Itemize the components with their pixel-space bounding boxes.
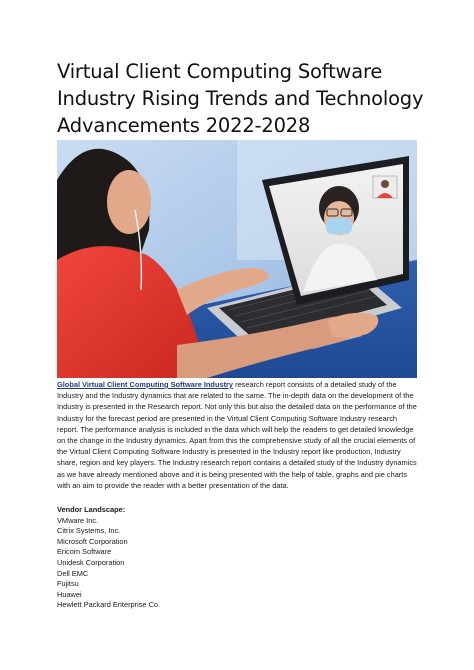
vendor-list [57,516,417,611]
vendor-item: Fujitsu [57,579,79,589]
document-title [57,58,424,139]
vendor-item: Huawei [57,589,82,599]
report-link[interactable]: Global Virtual Client Computing Software Industry [57,380,234,389]
vendor-heading: Vendor Landscape: [57,505,126,514]
vendor-item: Citrix Systems, Inc. [57,526,121,536]
video-call-photo [57,140,417,378]
vendor-item: Microsoft Corporation [57,536,128,546]
intro-paragraph [57,379,419,491]
vendor-item: VMware Inc. [57,515,99,525]
vendor-landscape [57,505,417,611]
title-line-2: Industry Rising Trends and Technology [57,87,424,110]
vendor-item: Ericom Software [57,547,112,557]
intro-paragraph-text: research report consists of a detailed study of the Industry and the Industry dynamics that are related to the same. The in-depth data on the development of the Industry is presented in the Research report. Not only this but also the detailed data on the performance of the Industry for the forecast period are presented in the Virtual Client Computing Software Industry research report. The performance analysis is included in the data which will help the readers to get detailed knowledge on the change in the Industry dynamics. Apart from this the comprehensive study of all the crucial elements of the Virtual Client Computing Software Industry is presented in the Industry report like production, Industry share, region and key players. The Industry research report contains a detailed study of the Industry dynamics as we have already mentioned above and it is being presented with the help of table, graphs and pie charts with an aim to provide the reader with a better presentation of the data. [57,380,417,490]
title-line-1: Virtual Client Computing Software [57,60,383,83]
title-line-3: Advancements 2022-2028 [57,114,311,137]
vendor-item: Unidesk Corporation [57,557,125,567]
vendor-item: Hewlett Packard Enterprise Co. [57,600,161,610]
vendor-item: Dell EMC [57,568,89,578]
